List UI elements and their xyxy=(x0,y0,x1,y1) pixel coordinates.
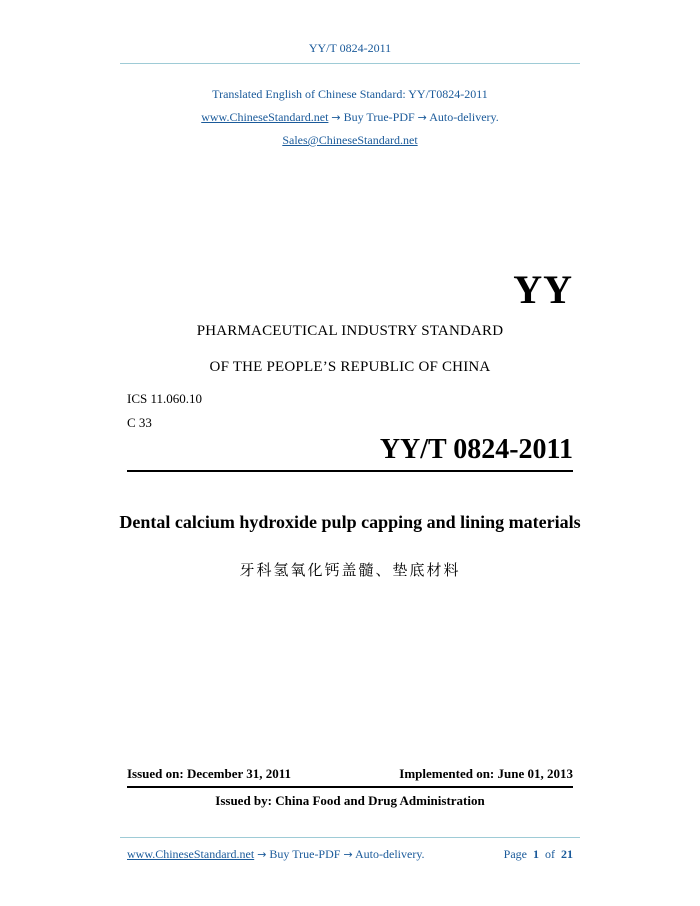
page-of: of xyxy=(545,847,555,861)
issued-date: Issued on: December 31, 2011 xyxy=(127,766,292,781)
arrow-icon: → xyxy=(417,111,427,124)
auto-delivery-text: Auto-delivery. xyxy=(429,110,499,124)
page-label: Page xyxy=(503,847,527,861)
footer-auto-delivery-text: Auto-delivery. xyxy=(355,847,425,861)
date-divider xyxy=(127,786,573,788)
email-line xyxy=(0,133,700,148)
buy-text: Buy True-PDF xyxy=(343,110,415,124)
standard-number: YY/T 0824-2011 xyxy=(379,434,573,465)
implemented-date: Implemented on: June 01, 2013 xyxy=(399,766,573,781)
arrow-icon: → xyxy=(257,848,267,861)
footer-buy-text: Buy True-PDF xyxy=(269,847,341,861)
arrow-icon: → xyxy=(343,848,353,861)
ccs-code: C 33 xyxy=(127,415,152,430)
standard-type-line1: PHARMACEUTICAL INDUSTRY STANDARD xyxy=(196,323,504,339)
page-total: 21 xyxy=(561,847,573,861)
arrow-icon: → xyxy=(331,111,341,124)
website-link[interactable]: www.ChineseStandard.net xyxy=(201,110,329,124)
page-current: 1 xyxy=(533,847,539,861)
title-chinese: 牙科氢氧化钙盖髓、垫底材料 xyxy=(239,561,461,579)
category-code: YY xyxy=(513,267,573,312)
footer-purchase-line xyxy=(127,847,425,862)
standard-number-divider xyxy=(127,470,573,472)
footer-website-link[interactable]: www.ChineseStandard.net xyxy=(127,847,255,861)
footer-divider xyxy=(120,837,580,838)
running-header: YY/T 0824-2011 xyxy=(308,41,392,55)
standard-type-line2: OF THE PEOPLE’S REPUBLIC OF CHINA xyxy=(209,359,491,375)
email-link[interactable]: Sales@ChineseStandard.net xyxy=(282,133,418,147)
page-indicator xyxy=(504,847,573,862)
ics-code: ICS 11.060.10 xyxy=(127,391,202,406)
purchase-line xyxy=(0,110,700,125)
title-english: Dental calcium hydroxide pulp capping and lining materials xyxy=(119,512,581,532)
issuing-authority: Issued by: China Food and Drug Administration xyxy=(215,793,485,808)
header-divider xyxy=(120,63,580,64)
translation-note: Translated English of Chinese Standard: YY/T0824-2011 xyxy=(212,87,488,101)
